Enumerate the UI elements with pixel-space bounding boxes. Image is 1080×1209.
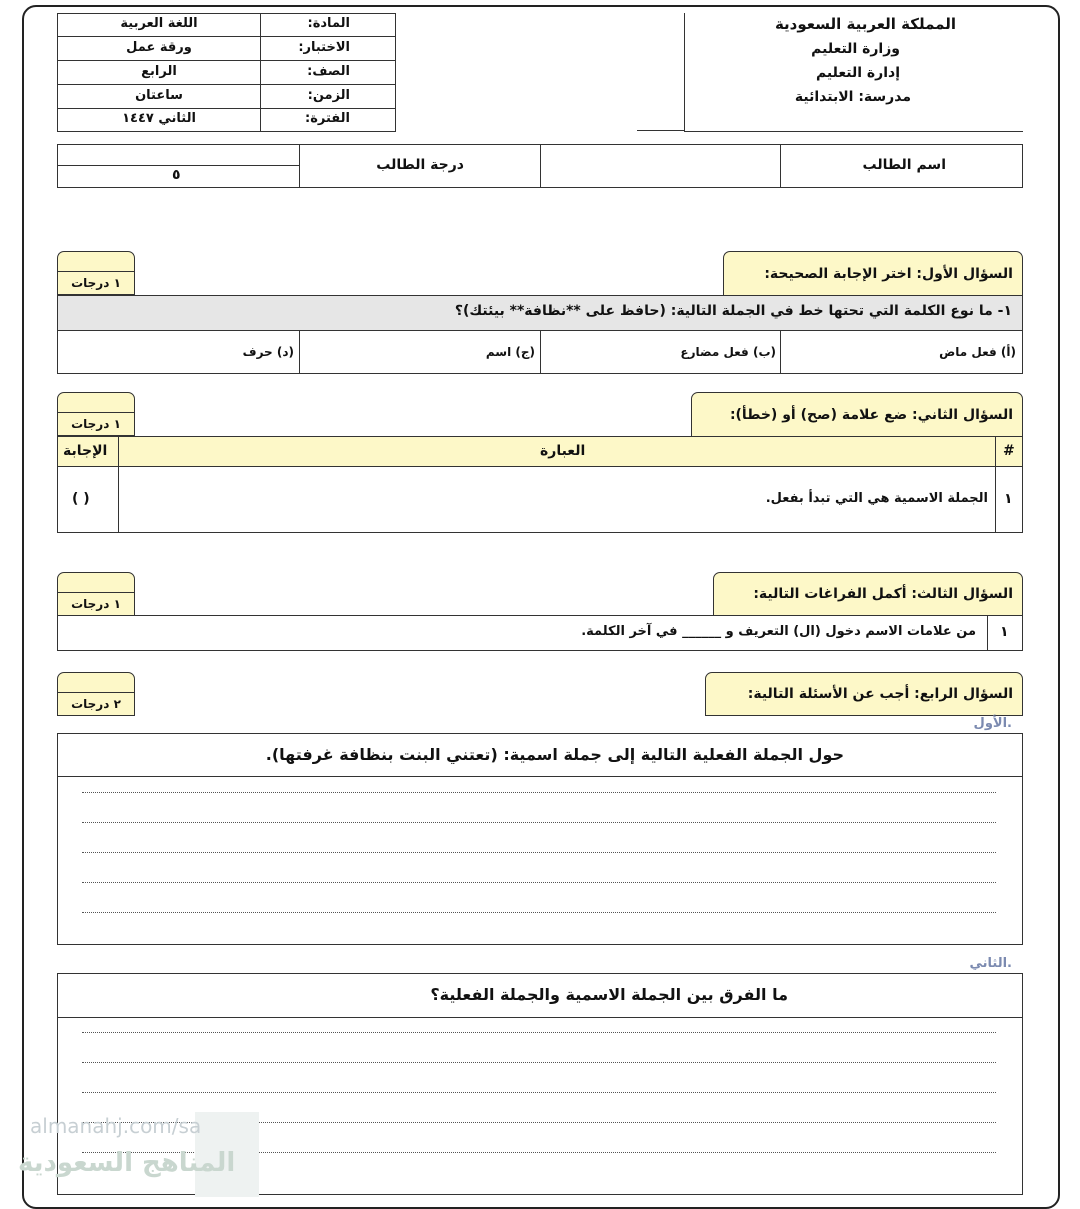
q4-second-question: ما الفرق بين الجملة الاسمية والجملة الفعلية؟ xyxy=(430,985,788,1004)
q2-marks: ١ درجات xyxy=(71,417,121,431)
answer-line[interactable] xyxy=(82,912,996,913)
q2-row-answer-field[interactable]: ( ) xyxy=(72,491,90,507)
q3-marks: ١ درجات xyxy=(71,597,121,611)
answer-line[interactable] xyxy=(82,852,996,853)
meta-row-exam xyxy=(58,37,395,61)
student-bar-sep-1 xyxy=(780,144,781,188)
q2-col-sep-1 xyxy=(995,436,996,533)
student-grade-label: درجة الطالب xyxy=(376,157,464,173)
q1-option-b[interactable]: (ب) فعل مضارع xyxy=(680,345,776,359)
q4-first-label: الأول. xyxy=(973,716,1012,731)
q2-row-statement: الجملة الاسمية هي التي تبدأ بفعل. xyxy=(765,491,988,506)
answer-line[interactable] xyxy=(82,1032,996,1033)
grade-divider xyxy=(58,592,134,593)
header-divider-line xyxy=(637,130,685,131)
meta-key: الفترة: xyxy=(305,111,350,126)
q2-col-sep-2 xyxy=(118,436,119,533)
q4-first-question-divider xyxy=(57,776,1023,777)
q1-marks: ١ درجات xyxy=(71,276,121,290)
meta-key: الصف: xyxy=(307,64,350,79)
student-grade-value: ٥ xyxy=(172,167,181,183)
meta-key: الاختبار: xyxy=(298,40,350,55)
school-label: مدرسة: الابتدائية xyxy=(794,89,911,105)
q2-col-number: # xyxy=(1003,443,1015,459)
q1-option-d[interactable]: (د) حرف xyxy=(242,345,294,359)
q1-question: ١- ما نوع الكلمة التي تحتها خط في الجملة التالية: (حافظ على **نظافة** بيئتك)؟ xyxy=(454,303,1012,319)
q1-title: السؤال الأول: اختر الإجابة الصحيحة: xyxy=(723,251,1023,296)
q2-col-answer: الإجابة xyxy=(63,443,108,459)
meta-value: الثاني ١٤٤٧ xyxy=(122,111,196,126)
answer-line[interactable] xyxy=(82,1062,996,1063)
student-grade-split xyxy=(57,165,299,166)
grade-divider xyxy=(58,412,134,413)
q4-first-question: حول الجملة الفعلية التالية إلى جملة اسمية: (تعتني البنت بنظافة غرفتها). xyxy=(265,745,844,764)
watermark-brand: المناهج السعودية xyxy=(18,1148,236,1178)
meta-key: الزمن: xyxy=(307,88,350,103)
q3-row-number: ١ xyxy=(1000,624,1009,640)
q3-row-text[interactable]: من علامات الاسم دخول (ال) التعريف و ______ في آخر الكلمة. xyxy=(581,624,976,639)
q1-option-a[interactable]: (أ) فعل ماض xyxy=(939,345,1016,359)
student-bar-sep-3 xyxy=(299,144,300,188)
meta-row-class xyxy=(58,61,395,85)
grade-divider xyxy=(58,692,134,693)
q4-marks: ٢ درجات xyxy=(71,697,121,711)
q2-row-number: ١ xyxy=(1004,491,1013,507)
q4-first-box xyxy=(57,733,1023,945)
meta-value: اللغة العربية xyxy=(120,16,198,31)
q3-marks-box xyxy=(57,572,135,616)
answer-line[interactable] xyxy=(82,792,996,793)
q1-marks-box xyxy=(57,251,135,295)
q3-title: السؤال الثالث: أكمل الفراغات التالية: xyxy=(713,572,1023,616)
q2-col-statement: العبارة xyxy=(540,443,586,459)
q1-opt-sep-3 xyxy=(299,330,300,374)
q4-title: السؤال الرابع: أجب عن الأسئلة التالية: xyxy=(705,672,1023,716)
answer-line[interactable] xyxy=(82,822,996,823)
student-name-label: اسم الطالب xyxy=(862,157,946,173)
q1-opt-sep-1 xyxy=(780,330,781,374)
q4-second-question-divider xyxy=(57,1017,1023,1018)
meta-value: الرابع xyxy=(141,64,177,79)
q2-title: السؤال الثاني: ضع علامة (صح) أو (خطأ): xyxy=(691,392,1023,437)
q1-opt-sep-2 xyxy=(540,330,541,374)
administration-label: إدارة التعليم xyxy=(815,65,900,81)
watermark-site: almanahj.com/sa xyxy=(30,1114,202,1138)
meta-row-time xyxy=(58,85,395,109)
meta-key: المادة: xyxy=(307,16,350,31)
q3-col-sep xyxy=(987,615,988,651)
q1-option-c[interactable]: (ج) اسم xyxy=(485,345,535,359)
q4-second-label: الثاني. xyxy=(969,956,1012,971)
ministry-label: وزارة التعليم xyxy=(811,41,900,57)
answer-line[interactable] xyxy=(82,882,996,883)
meta-row-subject xyxy=(58,13,395,37)
meta-value: ساعتان xyxy=(135,88,183,103)
kingdom-title: المملكة العربية السعودية xyxy=(774,15,956,33)
q2-marks-box xyxy=(57,392,135,436)
q4-marks-box xyxy=(57,672,135,716)
meta-value: ورقة عمل xyxy=(126,40,192,55)
answer-line[interactable] xyxy=(82,1092,996,1093)
student-name-field[interactable] xyxy=(541,145,779,187)
meta-row-term xyxy=(58,108,395,132)
grade-divider xyxy=(58,271,134,272)
